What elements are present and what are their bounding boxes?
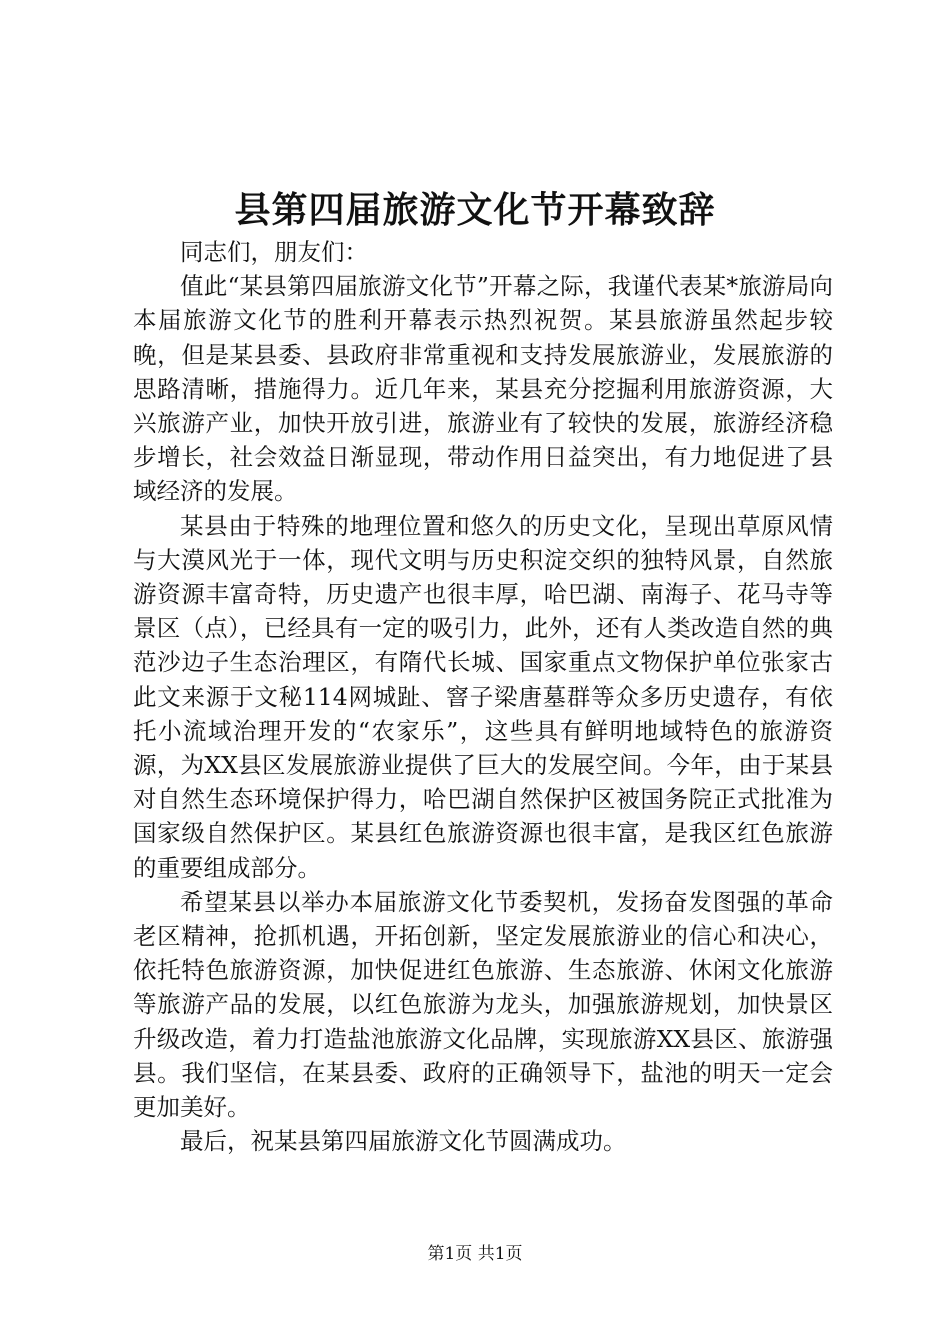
page-number-footer: 第1页 共1页 bbox=[427, 1244, 523, 1264]
salutation-paragraph: 同志们，朋友们： bbox=[180, 238, 368, 266]
document-title: 县第四届旅游文化节开幕致辞 bbox=[234, 189, 716, 231]
body-paragraph: 希望某县以举办本届旅游文化节委契机，发扬奋发图强的革命老区精神，抢抓机遇，开拓创新，坚定发展旅游业的信心和决心，依托特色旅游资源，加快促进红色旅游、生态旅游、休闲文化旅游等旅游产品的发展，以红色旅游为龙头，加强旅游规划，加快景区升级改造，着力打造盐池旅游文化品牌，实现旅游XX县区、旅游强县。我们坚信，在某县委、政府的正确领导下，盐池的明天一定会更加美好。 bbox=[133, 887, 833, 1122]
body-paragraph: 某县由于特殊的地理位置和悠久的历史文化，呈现出草原风情与大漠风光于一体，现代文明与历史积淀交织的独特风景，自然旅游资源丰富奇特，历史遗产也很丰厚，哈巴湖、南海子、花马寺等景区（点），已经具有一定的吸引力，此外，还有人类改造自然的典范沙边子生态治理区，有隋代长城、国家重点文物保护单位张家古此文来源于文秘114网城趾、窨子梁唐墓群等众多历史遗存，有依托小流域治理开发的“农家乐”，这些具有鲜明地域特色的旅游资源，为XX县区发展旅游业提供了巨大的发展空间。今年，由于某县对自然生态环境保护得力，哈巴湖自然保护区被国务院正式批准为国家级自然保护区。某县红色旅游资源也很丰富，是我区红色旅游的重要组成部分。 bbox=[133, 511, 833, 882]
body-paragraph: 值此“某县第四届旅游文化节”开幕之际，我谨代表某*旅游局向本届旅游文化节的胜利开幕表示热烈祝贺。某县旅游虽然起步较晚，但是某县委、县政府非常重视和支持发展旅游业，发展旅游的思路清晰，措施得力。近几年来，某县充分挖掘利用旅游资源，大兴旅游产业，加快开放引进，旅游业有了较快的发展，旅游经济稳步增长，社会效益日渐显现，带动作用日益突出，有力地促进了县域经济的发展。 bbox=[133, 272, 833, 506]
closing-paragraph: 最后，祝某县第四届旅游文化节圆满成功。 bbox=[180, 1127, 627, 1156]
document-body bbox=[133, 235, 833, 1158]
